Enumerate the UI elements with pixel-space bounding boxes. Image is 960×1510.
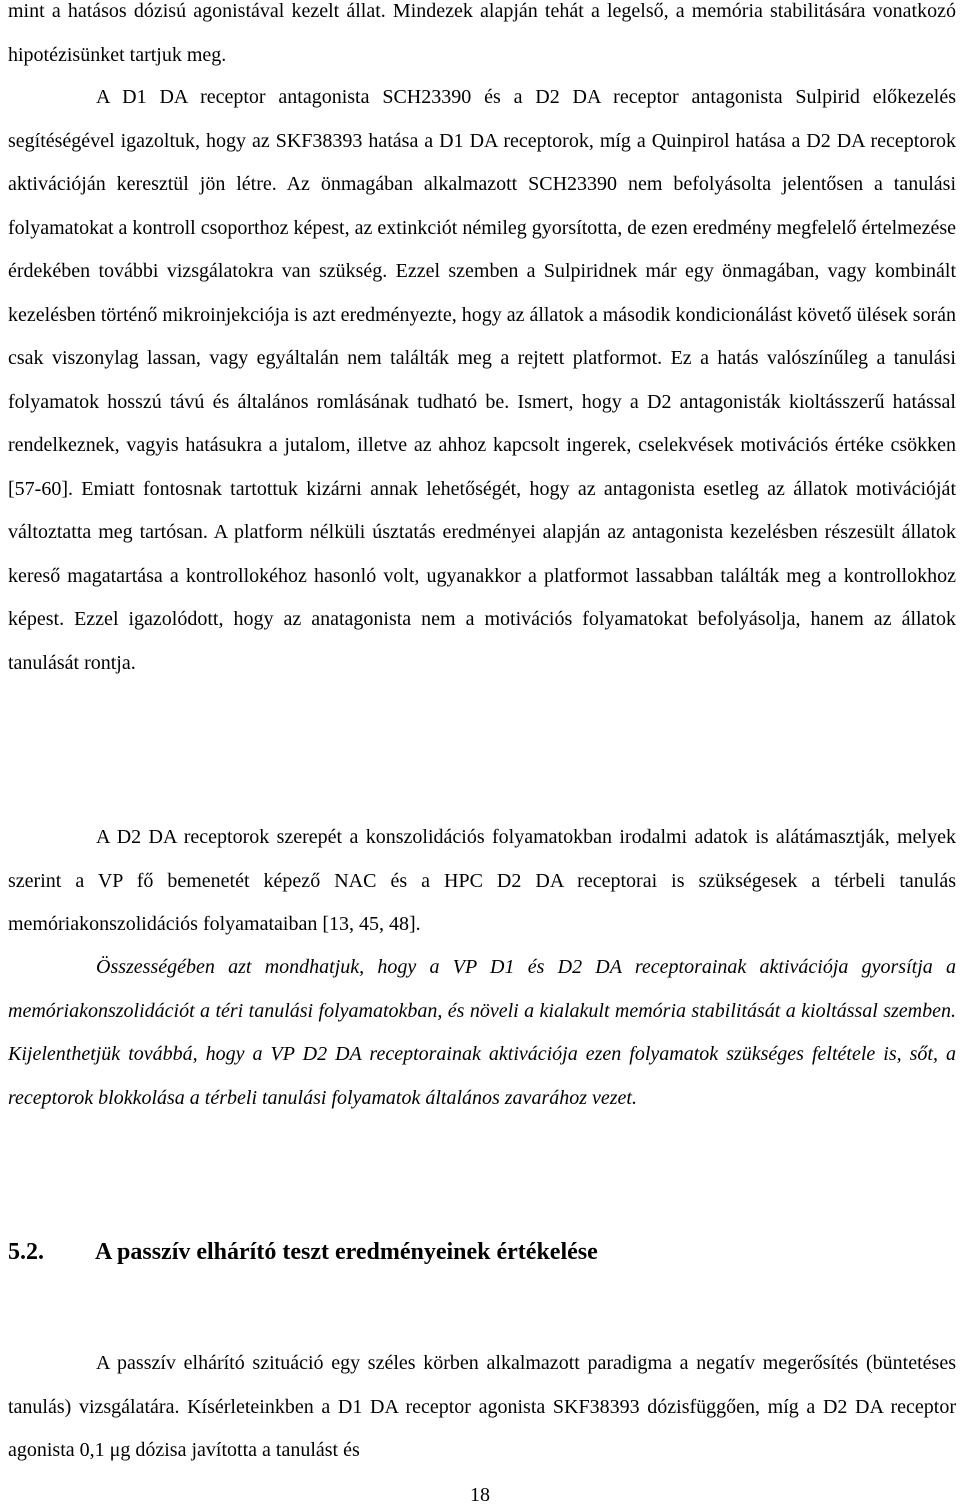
paragraph-continuation: mint a hatásos dózisú agonistával kezelt állat. Mindezek alapján tehát a legelső, a memória stabilitására vonatkozó hipotézisünket tartjuk meg. [8, 0, 956, 66]
section-heading [8, 1232, 598, 1272]
paragraph-d2-consolidation: A D2 DA receptorok szerepét a konszolidációs folyamatokban irodalmi adatok is alátámasztják, melyek szerint a VP fő bemenetét képező NAC és a HPC D2 DA receptorai is szükségesek a térbeli tanulás memóriakonszolidációs folyamataiban [13, 45, 48]. [8, 826, 956, 935]
paragraph-summary: Összességében azt mondhatjuk, hogy a VP D1 és D2 DA receptorainak aktivációja gyorsítja a memóriakonszolidációt a téri tanulási folyamatokban, és növeli a kialakult memória stabilitását a kioltással szemben. Kijelenthetjük továbbá, hogy a VP D2 DA receptorainak aktivációja ezen folyamatok szükséges feltétele is, sőt, a receptorok blokkolása a térbeli tanulási folyamatok általános zavarához vezet. [8, 956, 956, 1109]
section-number: 5.2. [8, 1239, 44, 1265]
page-number: 18 [470, 1484, 490, 1506]
paragraph-passive-avoidance: A passzív elhárító szituáció egy széles körben alkalmazott paradigma a negatív megerősítés (büntetéses tanulás) vizsgálatára. Kísérleteinkben a D1 DA receptor agonista SKF38393 dózisfüggően, míg a D2 DA receptor agonista 0,1 μg dózisa javította a tanulást és [8, 1352, 956, 1461]
paragraph-d2-antagonist: A D1 DA receptor antagonista SCH23390 és a D2 DA receptor antagonista Sulpirid előkezelés segítéségével igazoltuk, hogy az SKF38393 hatása a D1 DA receptorok, míg a Quinpirol hatása a D2 DA receptorok aktivációján keresztül jön létre. Az önmagában alkalmazott SCH23390 nem befolyásolta jelentősen a tanulási folyamatokat a kontroll csoporthoz képest, az extinkciót némileg gyorsította, de ezen eredmény megfelelő értelmezése érdekében további vizsgálatokra van szükség. Ezzel szemben a Sulpiridnek már egy önmagában, vagy kombinált kezelésben történő mikroinjekciója is azt eredményezte, hogy az állatok a második kondicionálást követő ülések során csak viszonylag lassan, vagy egyáltalán nem találták meg a rejtett platformot. Ez a hatás valószínűleg a tanulási folyamatok hosszú távú és általános romlásának tudható be. Ismert, hogy a D2 antagonisták kioltásszerű hatással rendelkeznek, vagyis hatásukra a jutalom, illetve az ahhoz kapcsolt ingerek, cselekvések motivációs értéke csökken [57-60]. Emiatt fontosnak tartottuk kizárni annak lehetőségét, hogy az antagonista esetleg az állatok motivációját változtatta meg tartósan. A platform nélküli úsztatás eredményei alapján az antagonista kezelésben részesült állatok kereső magatartása a kontrollokéhoz hasonló volt, ugyanakkor a platformot lassabban találták meg a kontrollokhoz képest. Ezzel igazolódott, hogy az anatagonista nem a motivációs folyamatokat befolyásolja, hanem az állatok tanulását rontja. [8, 86, 957, 674]
section-title: A passzív elhárító teszt eredményeinek értékelése [95, 1239, 598, 1265]
